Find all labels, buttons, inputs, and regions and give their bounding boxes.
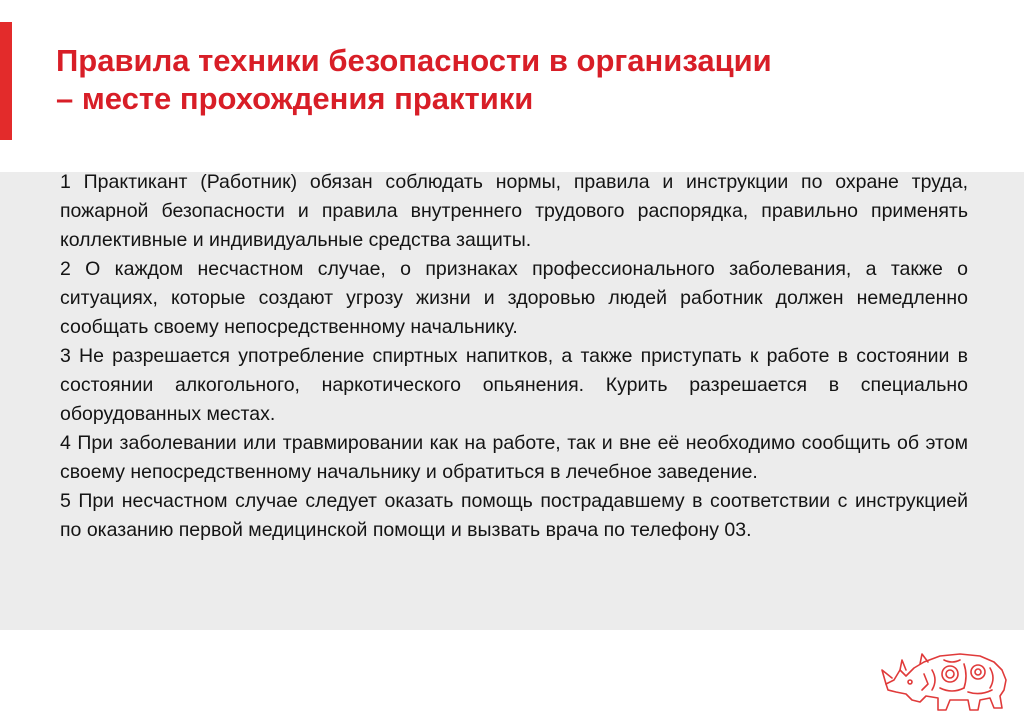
rule-item-2: 2 О каждом несчастном случае, о признаках профессионального заболевания, а также о ситуациях, которые создают угрозу жизни и здоровью людей работник должен немедленно сообщать своему непосредственному начальнику. [60, 258, 968, 338]
slide-title [56, 42, 996, 118]
rule-item-1: 1 Практикант (Работник) обязан соблюдать нормы, правила и инструкции по охране труда, пожарной безопасности и правила внутреннего трудового распорядка, правильно применять коллективные и индивидуальные средства защиты. [60, 171, 968, 251]
accent-bar [0, 22, 12, 140]
rhino-logo-icon [880, 640, 1012, 716]
title-line-1: Правила техники безопасности в организации [56, 43, 772, 78]
rule-item-4: 4 При заболевании или травмировании как на работе, так и вне её необходимо сообщить об этом своему непосредственному начальнику и обратиться в лечебное заведение. [60, 432, 968, 483]
rules-list [60, 168, 968, 545]
rule-item-3: 3 Не разрешается употребление спиртных напитков, а также приступать к работе в состоянии в состоянии алкогольного, наркотического опьянения. Курить разрешается в специально оборудованных местах. [60, 345, 968, 425]
title-line-2: – месте прохождения практики [56, 81, 534, 116]
rule-item-5: 5 При несчастном случае следует оказать помощь пострадавшему в соответствии с инструкцией по оказанию первой медицинской помощи и вызвать врача по телефону 03. [60, 490, 968, 541]
